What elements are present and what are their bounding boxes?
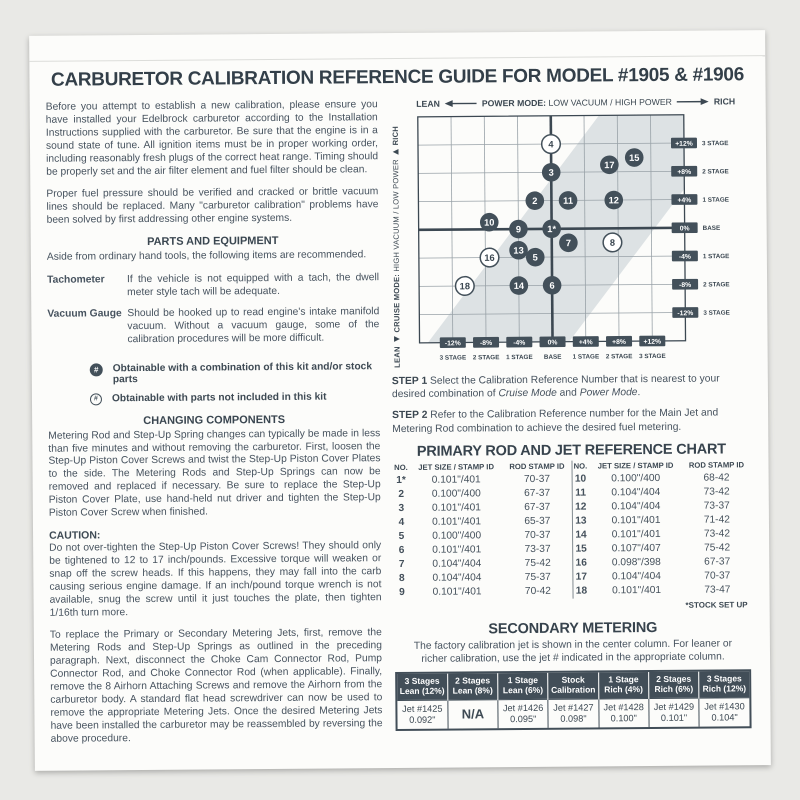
chart-text: 10 xyxy=(484,217,495,228)
x-axis-rich-label: RICH xyxy=(713,96,736,107)
jet-size-stamp-id: 0.101"/401 xyxy=(612,585,662,597)
table-row xyxy=(393,514,572,529)
calibration-number: 5 xyxy=(398,531,405,543)
chart-text: 2 STAGE xyxy=(472,354,500,362)
secondary-metering-heading: SECONDARY METERING xyxy=(488,619,658,638)
chart-text: -4% xyxy=(678,253,691,261)
jet-size-stamp-id: 0.104"/404 xyxy=(611,571,661,583)
jet-size-stamp-id: 0.104"/404 xyxy=(432,558,482,570)
chart-text: 5 xyxy=(532,252,538,263)
chart-text: 8 xyxy=(609,237,616,248)
secondary-jet-cell: Jet #1426 0.095" xyxy=(498,699,549,728)
chart-text: 16 xyxy=(484,252,495,263)
chart-text: +4% xyxy=(677,197,692,205)
two-column-layout xyxy=(30,96,771,756)
right-chart-column xyxy=(390,96,753,753)
chart-text: 3 STAGE xyxy=(639,352,666,361)
table-row xyxy=(573,569,752,584)
jets-paragraph: To replace the Primary or Secondary Metering Jets, first, remove the Metering Rods and Step-Up Springs as outlined in the preceding paragraph. Next, disconnect the Choke Cam Connector Rod, Pump Connector Rod, and Choke Connector Rod (when applicable). Finally, remove the 8 Airhorn Attaching Screws and remove the Airhorn from the carburetor body. A standard flat head screwdriver can now be used to remove the appropriate Metering Jets. Once the desired Metering Jets have been installed the carburetor may be reassembled by reversing the above procedure. xyxy=(49,627,383,745)
chart-text: +12% xyxy=(643,338,662,346)
secondary-column-header: Stock Calibration xyxy=(548,673,598,699)
table-row xyxy=(572,513,751,528)
secondary-jet-cell: Jet #1430 0.104" xyxy=(699,698,750,727)
caution-heading: CAUTION: xyxy=(49,529,101,543)
parts-equipment-heading: PARTS AND EQUIPMENT xyxy=(146,234,279,248)
legend-text: Obtainable with a combination of this kit and/or stock parts xyxy=(112,360,373,385)
chart-text: 1 STAGE xyxy=(702,253,730,261)
chart-text: 14 xyxy=(513,280,525,291)
primary-column-header: ROD STAMP ID xyxy=(688,459,745,470)
chart-text: 0% xyxy=(547,339,558,347)
rod-stamp-id: 73-47 xyxy=(704,584,731,596)
rod-stamp-id: 73-37 xyxy=(524,544,551,556)
chart-text: +4% xyxy=(578,339,593,347)
calibration-number: 1* xyxy=(396,475,406,487)
chart-text: 9 xyxy=(515,224,522,235)
legend-item xyxy=(90,391,380,405)
chart-text: 12 xyxy=(608,195,619,206)
table-row xyxy=(393,556,572,571)
calibration-number: 12 xyxy=(575,501,587,513)
secondary-jet-cell: Jet #1427 0.098" xyxy=(548,699,599,728)
secondary-metering-description: The factory calibration jet is shown in the center column. For leaner or richer calibration, use the jet # indicated in the appropriate column. xyxy=(413,638,733,665)
chart-text: 7 xyxy=(565,238,572,249)
equipment-item xyxy=(47,272,379,301)
secondary-column-header: 2 Stages Rich (6%) xyxy=(649,672,699,698)
calibration-number: 9 xyxy=(399,587,405,599)
table-row xyxy=(393,486,572,501)
chart-text: 1 STAGE xyxy=(572,353,600,361)
chart-text: 11 xyxy=(563,195,574,206)
equipment-term: Tachometer xyxy=(46,274,105,286)
chart-text: 4 xyxy=(548,139,554,150)
rod-stamp-id: 75-42 xyxy=(704,542,731,554)
jet-size-stamp-id: 0.100"/400 xyxy=(431,488,481,500)
primary-column-header: NO. xyxy=(573,461,588,471)
jet-size-stamp-id: 0.104"/404 xyxy=(611,501,661,513)
arrow-right-icon xyxy=(677,98,709,106)
jet-size-stamp-id: 0.101"/401 xyxy=(611,529,661,541)
caution-paragraph: Do not over-tighten the Step-Up Piston Cover Screws! They should only be tightened to 12 to 17 inch/pounds. Excessive torque will weaken or snap off the screw heads. If this happens, they may fall into the carb causing serious engine damage. If an inch/pound torque wrench is not available, snug the screw until it just touches the plate, then tighten 1/16th turn more. xyxy=(49,540,382,619)
calibration-number: 3 xyxy=(398,503,405,515)
jet-size-stamp-id: 0.104"/404 xyxy=(611,487,661,499)
calibration-number: 17 xyxy=(575,571,588,583)
jet-size-stamp-id: 0.101"/401 xyxy=(431,474,481,486)
chart-text: +8% xyxy=(612,338,626,347)
chart-text: +12% xyxy=(675,140,693,148)
filled-number-icon: # xyxy=(90,363,103,376)
chart-text: 3 STAGE xyxy=(703,309,730,317)
stock-setup-footnote: *STOCK SET UP xyxy=(685,599,748,610)
table-row xyxy=(573,583,752,598)
power-mode-axis-header xyxy=(404,96,748,109)
calibration-number: 15 xyxy=(575,543,587,555)
primary-table-left-half xyxy=(392,460,572,599)
jet-size-stamp-id: 0.098"/398 xyxy=(611,557,661,569)
chart-text: -12% xyxy=(677,310,694,318)
secondary-column-header: 2 Stages Lean (8%) xyxy=(447,674,497,700)
x-axis-lean-label: LEAN xyxy=(416,98,440,109)
legend-text: Obtainable with parts not included in this kit xyxy=(111,391,327,404)
chart-text: -12% xyxy=(444,340,461,348)
cruise-mode-axis-label: LEAN ◀ CRUISE MODE: HIGH VACUUM / LOW POWER ▶ RICH xyxy=(390,126,402,368)
primary-column-header: NO. xyxy=(394,462,408,472)
calibration-number: 11 xyxy=(575,487,587,499)
primary-rod-jet-table xyxy=(392,459,751,600)
chart-text: 2 xyxy=(532,195,538,207)
chart-text: 18 xyxy=(459,281,471,292)
rod-stamp-id: 68-42 xyxy=(703,472,730,484)
chart-text: 17 xyxy=(604,160,615,171)
calibration-number: 18 xyxy=(575,585,588,597)
changing-paragraph: Metering Rod and Step-Up Spring changes can typically be made in less than five minutes and without removing the carburetor. First, loosen the Step-Up Piston Cover Screws and twist the Step-Up Piston Cover Plates to the side. The Metering Rods and Step-Up Springs can now be removed and replaced if necessary. Be sure to replace the Step-Up Piston Cover Plate, use hand-held nut driver and tighten the Step-Up Piston Cover Screw when finished. xyxy=(48,427,381,520)
secondary-column-header: 1 Stage Lean (6%) xyxy=(498,673,548,699)
equipment-item xyxy=(47,306,379,348)
parts-intro: Aside from ordinary hand tools, the following items are recommended. xyxy=(46,248,367,263)
secondary-column-header: 3 Stages Rich (12%) xyxy=(699,672,750,698)
arrow-left-icon xyxy=(445,99,477,107)
table-row xyxy=(573,555,752,570)
primary-column-header: JET SIZE / STAMP ID xyxy=(418,461,495,472)
secondary-column-header: 1 Stage Rich (4%) xyxy=(598,672,648,698)
rod-stamp-id: 70-42 xyxy=(524,586,551,598)
calibration-number: 2 xyxy=(398,489,405,501)
table-row xyxy=(572,499,751,514)
calibration-number: 6 xyxy=(398,545,405,557)
calibration-number: 4 xyxy=(398,517,405,529)
chart-text: 6 xyxy=(549,280,555,291)
rod-stamp-id: 65-37 xyxy=(524,516,551,528)
calibration-grid-svg xyxy=(404,110,750,366)
table-row xyxy=(572,471,751,486)
table-row xyxy=(393,500,572,515)
chart-text: 15 xyxy=(629,152,640,163)
primary-table-right-half xyxy=(571,459,752,598)
chart-text: 3 STAGE xyxy=(701,140,729,148)
secondary-jet-cell: Jet #1428 0.100" xyxy=(598,699,649,728)
chart-text: 2 STAGE xyxy=(703,281,730,289)
primary-column-header: ROD STAMP ID xyxy=(509,461,565,471)
table-row xyxy=(393,542,572,557)
chart-text: 1* xyxy=(547,224,557,235)
table-row xyxy=(393,570,572,585)
chart-text: -4% xyxy=(513,339,526,347)
page-title: CARBURETOR CALIBRATION REFERENCE GUIDE FOR MODEL #1905 & #1906 xyxy=(50,64,745,91)
jet-size-stamp-id: 0.107"/407 xyxy=(611,543,661,555)
primary-chart-heading: PRIMARY ROD AND JET REFERENCE CHART xyxy=(416,441,726,460)
table-row xyxy=(572,485,751,500)
calibration-number: 8 xyxy=(398,573,405,585)
rod-stamp-id: 75-37 xyxy=(524,572,551,584)
rod-stamp-id: 70-37 xyxy=(523,474,551,486)
rod-stamp-id: 70-37 xyxy=(524,530,551,542)
jet-size-stamp-id: 0.101"/401 xyxy=(432,586,482,598)
left-text-column xyxy=(46,99,383,755)
chart-text: BASE xyxy=(543,353,562,361)
equipment-term: Vacuum Gauge xyxy=(47,307,122,320)
secondary-jet-cell: N/A xyxy=(448,700,499,729)
table-row xyxy=(573,527,752,542)
secondary-column-header: 3 Stages Lean (12%) xyxy=(397,674,447,700)
instruction-sheet xyxy=(29,30,771,771)
chart-text: 2 STAGE xyxy=(605,353,633,361)
jet-size-stamp-id: 0.104"/404 xyxy=(432,572,482,584)
open-number-icon: # xyxy=(90,393,102,405)
calibration-number: 14 xyxy=(575,529,587,541)
rod-stamp-id: 67-37 xyxy=(704,556,731,568)
chart-text: -8% xyxy=(479,339,493,348)
chart-text: 13 xyxy=(513,245,524,256)
jet-size-stamp-id: 0.101"/401 xyxy=(431,502,481,514)
chart-text: 1 STAGE xyxy=(702,196,729,204)
rod-stamp-id: 73-42 xyxy=(703,486,730,498)
chart-text: 3 STAGE xyxy=(439,354,467,362)
symbol-legend xyxy=(90,361,380,405)
chart-text: -8% xyxy=(679,281,692,290)
jet-size-stamp-id: 0.100"/400 xyxy=(432,530,482,542)
table-row xyxy=(573,541,752,556)
rod-stamp-id: 67-37 xyxy=(524,488,551,500)
legend-item xyxy=(90,361,380,385)
rod-stamp-id: 75-42 xyxy=(524,558,551,570)
scan-artifact-line xyxy=(29,55,765,62)
jet-size-stamp-id: 0.101"/401 xyxy=(432,544,482,556)
step-2: STEP 2 Refer to the Calibration Reference number for the Main Jet and Metering Rod combination to achieve the desired fuel metering. xyxy=(392,407,719,435)
secondary-jet-cell: Jet #1425 0.092" xyxy=(397,700,448,729)
calibration-number: 13 xyxy=(575,515,587,527)
calibration-number: 16 xyxy=(575,557,587,569)
rod-stamp-id: 67-37 xyxy=(524,502,551,514)
changing-components-heading: CHANGING COMPONENTS xyxy=(143,413,286,427)
table-row xyxy=(393,472,572,487)
jet-size-stamp-id: 0.101"/401 xyxy=(611,515,661,527)
calibration-number: 10 xyxy=(574,473,587,485)
intro-paragraph-1: Before you attempt to establish a new calibration, please ensure you have installed your Edelbrock carburetor according to the Installation Instructions supplied with the carburetor. Be sure that the engine is in a sound state of tune. All ignition items must be in proper working order, including reasonably fresh plugs of the correct heat range. Timing should be properly set and the air filter element and fuel filter should be clean. xyxy=(45,99,379,178)
chart-text: 0% xyxy=(679,225,690,233)
chart-text: 3 xyxy=(548,167,554,178)
equipment-description: Should be hooked up to read engine's intake manifold vacuum. Without a vacuum gauge, some of the calibration procedures will be more difficult. xyxy=(127,305,380,345)
chart-text: +8% xyxy=(677,168,692,177)
equipment-description: If the vehicle is not equipped with a tach, the dwell meter style tach will be adequate. xyxy=(126,271,380,298)
secondary-metering-table xyxy=(395,670,751,732)
jet-size-stamp-id: 0.100"/400 xyxy=(611,473,661,485)
rod-stamp-id: 71-42 xyxy=(703,514,730,526)
calibration-chart xyxy=(390,110,750,371)
jet-size-stamp-id: 0.101"/401 xyxy=(432,516,482,528)
arrow-up-icon: ▶ xyxy=(391,147,401,158)
arrow-down-icon: ◀ xyxy=(392,334,402,345)
table-row xyxy=(393,584,572,599)
chart-text: 1 STAGE xyxy=(506,353,533,362)
calibration-number: 7 xyxy=(398,559,405,571)
chart-text: 2 STAGE xyxy=(702,168,729,176)
x-axis-title: POWER MODE: LOW VACUUM / HIGH POWER xyxy=(481,96,672,109)
secondary-jet-cell: Jet #1429 0.101" xyxy=(649,698,700,727)
table-row xyxy=(393,528,572,543)
rod-stamp-id: 73-42 xyxy=(703,528,731,540)
primary-column-header: JET SIZE / STAMP ID xyxy=(597,460,674,471)
rod-stamp-id: 73-37 xyxy=(703,500,730,512)
parts-list xyxy=(47,272,380,347)
intro-paragraph-2: Proper fuel pressure should be verified and cracked or brittle vacuum lines should be replaced. Many "carburetor calibration" problems have been solved by first addressing other engine systems. xyxy=(46,185,379,226)
rod-stamp-id: 70-37 xyxy=(704,570,731,582)
chart-text: BASE xyxy=(702,224,721,233)
step-1: STEP 1 Select the Calibration Reference Number that is nearest to your desired combination of Cruise Mode and Power Mode. xyxy=(391,373,720,401)
